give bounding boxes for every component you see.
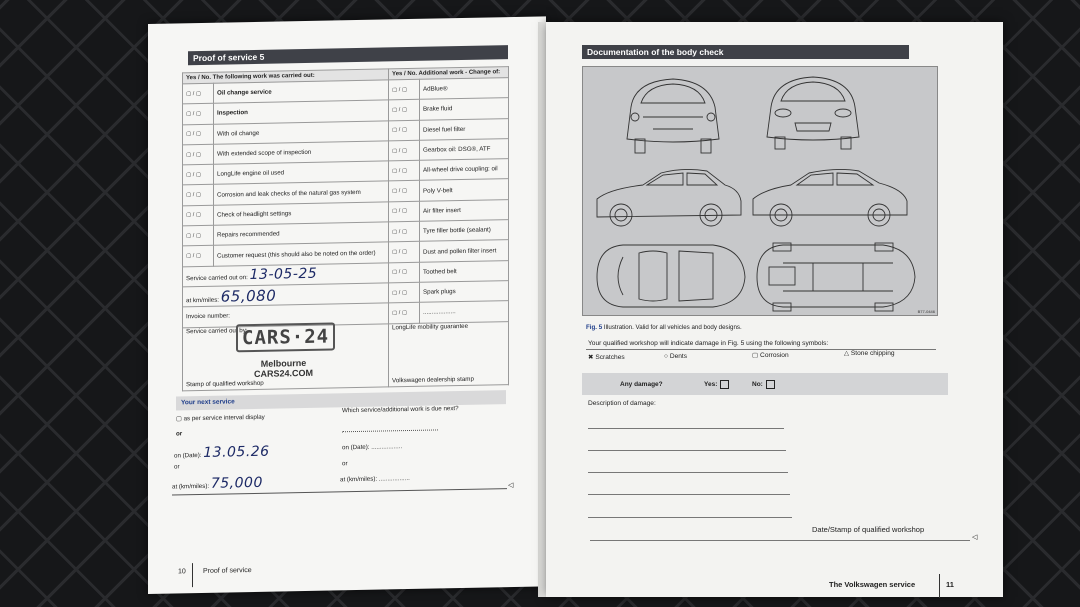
invoice-number-cell[interactable]: Invoice number: — [183, 303, 389, 327]
right-item: Toothed belt — [420, 260, 509, 282]
damage-line[interactable] — [588, 494, 790, 495]
date-stamp-label: Date/Stamp of qualified workshop — [812, 525, 925, 534]
right-item: Air filter insert — [420, 199, 509, 221]
service-by-label: Service carried out by: — [186, 326, 248, 335]
service-date-handwritten: 13-05-25 — [249, 266, 318, 284]
body-check-header: Documentation of the body check — [582, 45, 909, 59]
right-item: Tyre filler bottle (sealant) — [420, 220, 509, 242]
right-item: AdBlue® — [420, 78, 509, 100]
triangle-icon: ◁ — [972, 534, 978, 541]
right-item: Dust and pollen filter insert — [420, 240, 509, 262]
cars24-stamp — [236, 322, 331, 379]
left-item: Corrosion and leak checks of the natural gas system — [214, 181, 389, 205]
right-page — [546, 22, 1003, 597]
figure-code: B77-0446 — [917, 309, 935, 314]
proof-of-service-header: Proof of service 5 — [188, 45, 508, 65]
damage-line[interactable] — [588, 450, 786, 451]
which-service-label: Which service/additional work is due next? — [342, 405, 459, 415]
yes-no-checkbox[interactable]: ▢ / ▢ — [183, 225, 214, 246]
description-of-damage-label: Description of damage: — [588, 400, 656, 407]
yes-no-checkbox[interactable]: ▢ / ▢ — [389, 242, 420, 263]
left-item: LongLife engine oil used — [214, 161, 389, 185]
workshop-instructions: Your qualified workshop will indicate damage in Fig. 5 using the following symbols: — [588, 340, 829, 347]
right-item: Diesel fuel filter — [420, 118, 509, 140]
next-km-cell[interactable] — [172, 475, 263, 493]
yes-no-checkbox[interactable]: ▢ / ▢ — [389, 262, 420, 283]
on-date-blank[interactable]: on (Date): .................. — [342, 443, 403, 452]
yes-no-checkbox[interactable]: ▢ / ▢ — [183, 246, 214, 267]
on-date-label: on (Date): — [174, 451, 202, 460]
left-item: Repairs recommended — [214, 222, 389, 246]
yes-no-checkbox[interactable]: ▢ / ▢ — [183, 83, 214, 104]
stamp-label: Stamp of qualified workshop — [186, 379, 264, 388]
car-rear-view-icon — [627, 79, 719, 153]
service-table — [182, 66, 509, 391]
yes-no-checkbox[interactable]: ▢ / ▢ — [183, 124, 214, 145]
car-front-view-icon — [767, 77, 859, 149]
yes-no-checkbox[interactable]: ▢ / ▢ — [183, 185, 214, 206]
col-right-header: Yes / No. Additional work - Change of: — [389, 67, 509, 80]
cars24-logo: CARS·24 — [236, 322, 335, 352]
car-top-view-icon — [597, 245, 745, 307]
yes-no-checkbox[interactable]: ▢ / ▢ — [389, 282, 420, 303]
km-handwritten: 65,080 — [220, 286, 277, 306]
damage-no-checkbox[interactable] — [752, 380, 775, 389]
at-km-label: at (km/miles): — [172, 482, 210, 491]
footer-divider — [939, 574, 940, 598]
km-label: at km/miles: — [186, 296, 220, 304]
stamp-website: CARS24.COM — [253, 367, 313, 379]
right-item: Gearbox oil: DSG®, ATF — [420, 138, 509, 160]
checkbox-icon — [720, 380, 729, 389]
damage-line[interactable] — [588, 517, 792, 518]
left-item: Inspection — [214, 100, 389, 124]
yes-no-checkbox[interactable]: ▢ / ▢ — [389, 140, 420, 161]
or-label: or — [176, 430, 183, 438]
footer-divider — [192, 563, 193, 587]
table-row — [183, 321, 509, 390]
car-diagram — [582, 66, 938, 316]
triangle-icon: ◁ — [508, 481, 514, 490]
right-item: ................... — [420, 301, 509, 323]
left-page-number: 10 — [178, 568, 186, 576]
symbol-corrosion: ▢ Corrosion — [752, 352, 789, 359]
yes-no-checkbox[interactable]: ▢ / ▢ — [389, 100, 420, 121]
as-per-display-checkbox[interactable]: ▢ as per service interval display — [176, 413, 265, 423]
figure-label: Fig. 5 — [586, 324, 603, 331]
right-item: Spark plugs — [420, 281, 509, 303]
yes-no-checkbox[interactable]: ▢ / ▢ — [389, 120, 420, 141]
signature-line[interactable] — [590, 540, 970, 541]
next-service-header: Your next service — [176, 390, 506, 410]
yes-no-checkbox[interactable]: ▢ / ▢ — [389, 181, 420, 202]
left-item: With extended scope of inspection — [214, 141, 389, 165]
right-item: All-wheel drive coupling: oil — [420, 159, 509, 181]
next-date-handwritten: 13.05.26 — [203, 443, 270, 461]
yes-no-checkbox[interactable]: ▢ / ▢ — [183, 144, 214, 165]
no-label: No: — [752, 381, 763, 389]
left-item: Customer request (this should also be noted on the order) — [214, 242, 389, 266]
longlife-label: LongLife mobility guarantee — [392, 322, 469, 331]
symbol-dents: ○ Dents — [664, 353, 688, 360]
damage-line[interactable] — [588, 472, 788, 473]
right-item: Brake fluid — [420, 98, 509, 120]
car-outlines-svg — [583, 67, 937, 315]
at-km-blank[interactable]: at (km/miles): .................. — [340, 474, 410, 484]
stamp-city: Melbourne — [260, 357, 307, 369]
damage-line[interactable] — [588, 428, 784, 429]
right-page-footer: The Volkswagen service — [829, 580, 916, 589]
checkbox-icon — [766, 380, 775, 389]
car-right-side-view-icon — [753, 169, 907, 226]
or-label-2: or — [174, 463, 180, 471]
yes-no-checkbox[interactable]: ▢ / ▢ — [389, 79, 420, 100]
any-damage-label: Any damage? — [620, 381, 663, 388]
col-left-header: Yes / No. The following work was carried out: — [183, 69, 389, 84]
service-date-label: Service carried out on: — [186, 274, 248, 283]
next-km-handwritten: 75,000 — [210, 474, 263, 492]
which-service-blank[interactable] — [342, 422, 438, 432]
yes-no-checkbox[interactable]: ▢ / ▢ — [183, 205, 214, 226]
damage-yes-checkbox[interactable] — [704, 380, 729, 389]
next-date-cell[interactable] — [174, 444, 270, 462]
yes-no-checkbox[interactable]: ▢ / ▢ — [389, 201, 420, 222]
figure-caption — [586, 324, 742, 331]
right-item: Poly V-belt — [420, 179, 509, 201]
car-left-side-view-icon — [597, 169, 741, 226]
car-underbody-view-icon — [757, 243, 915, 311]
vw-stamp-label: Volkswagen dealership stamp — [392, 375, 474, 384]
left-page-footer: Proof of service — [203, 567, 252, 575]
yes-no-checkbox[interactable]: ▢ / ▢ — [389, 160, 420, 181]
right-page-number: 11 — [946, 580, 954, 589]
figure-caption-text: Illustration. Valid for all vehicles and body designs. — [603, 324, 742, 331]
yes-no-checkbox[interactable]: ▢ / ▢ — [389, 303, 420, 324]
yes-no-checkbox[interactable]: ▢ / ▢ — [183, 164, 214, 185]
left-item: With oil change — [214, 120, 389, 144]
yes-no-checkbox[interactable]: ▢ / ▢ — [389, 221, 420, 242]
or-label-3: or — [342, 460, 348, 468]
yes-no-checkbox[interactable]: ▢ / ▢ — [183, 104, 214, 125]
left-item: Oil change service — [214, 80, 389, 104]
longlife-cell — [389, 321, 509, 386]
yes-label: Yes: — [704, 381, 718, 389]
symbol-scratches: ✖ Scratches — [588, 354, 625, 361]
left-page — [148, 16, 546, 594]
any-damage-bar — [582, 373, 948, 395]
symbol-stone-chipping: △ Stone chipping — [844, 350, 895, 357]
left-item: Check of headlight settings — [214, 202, 389, 226]
